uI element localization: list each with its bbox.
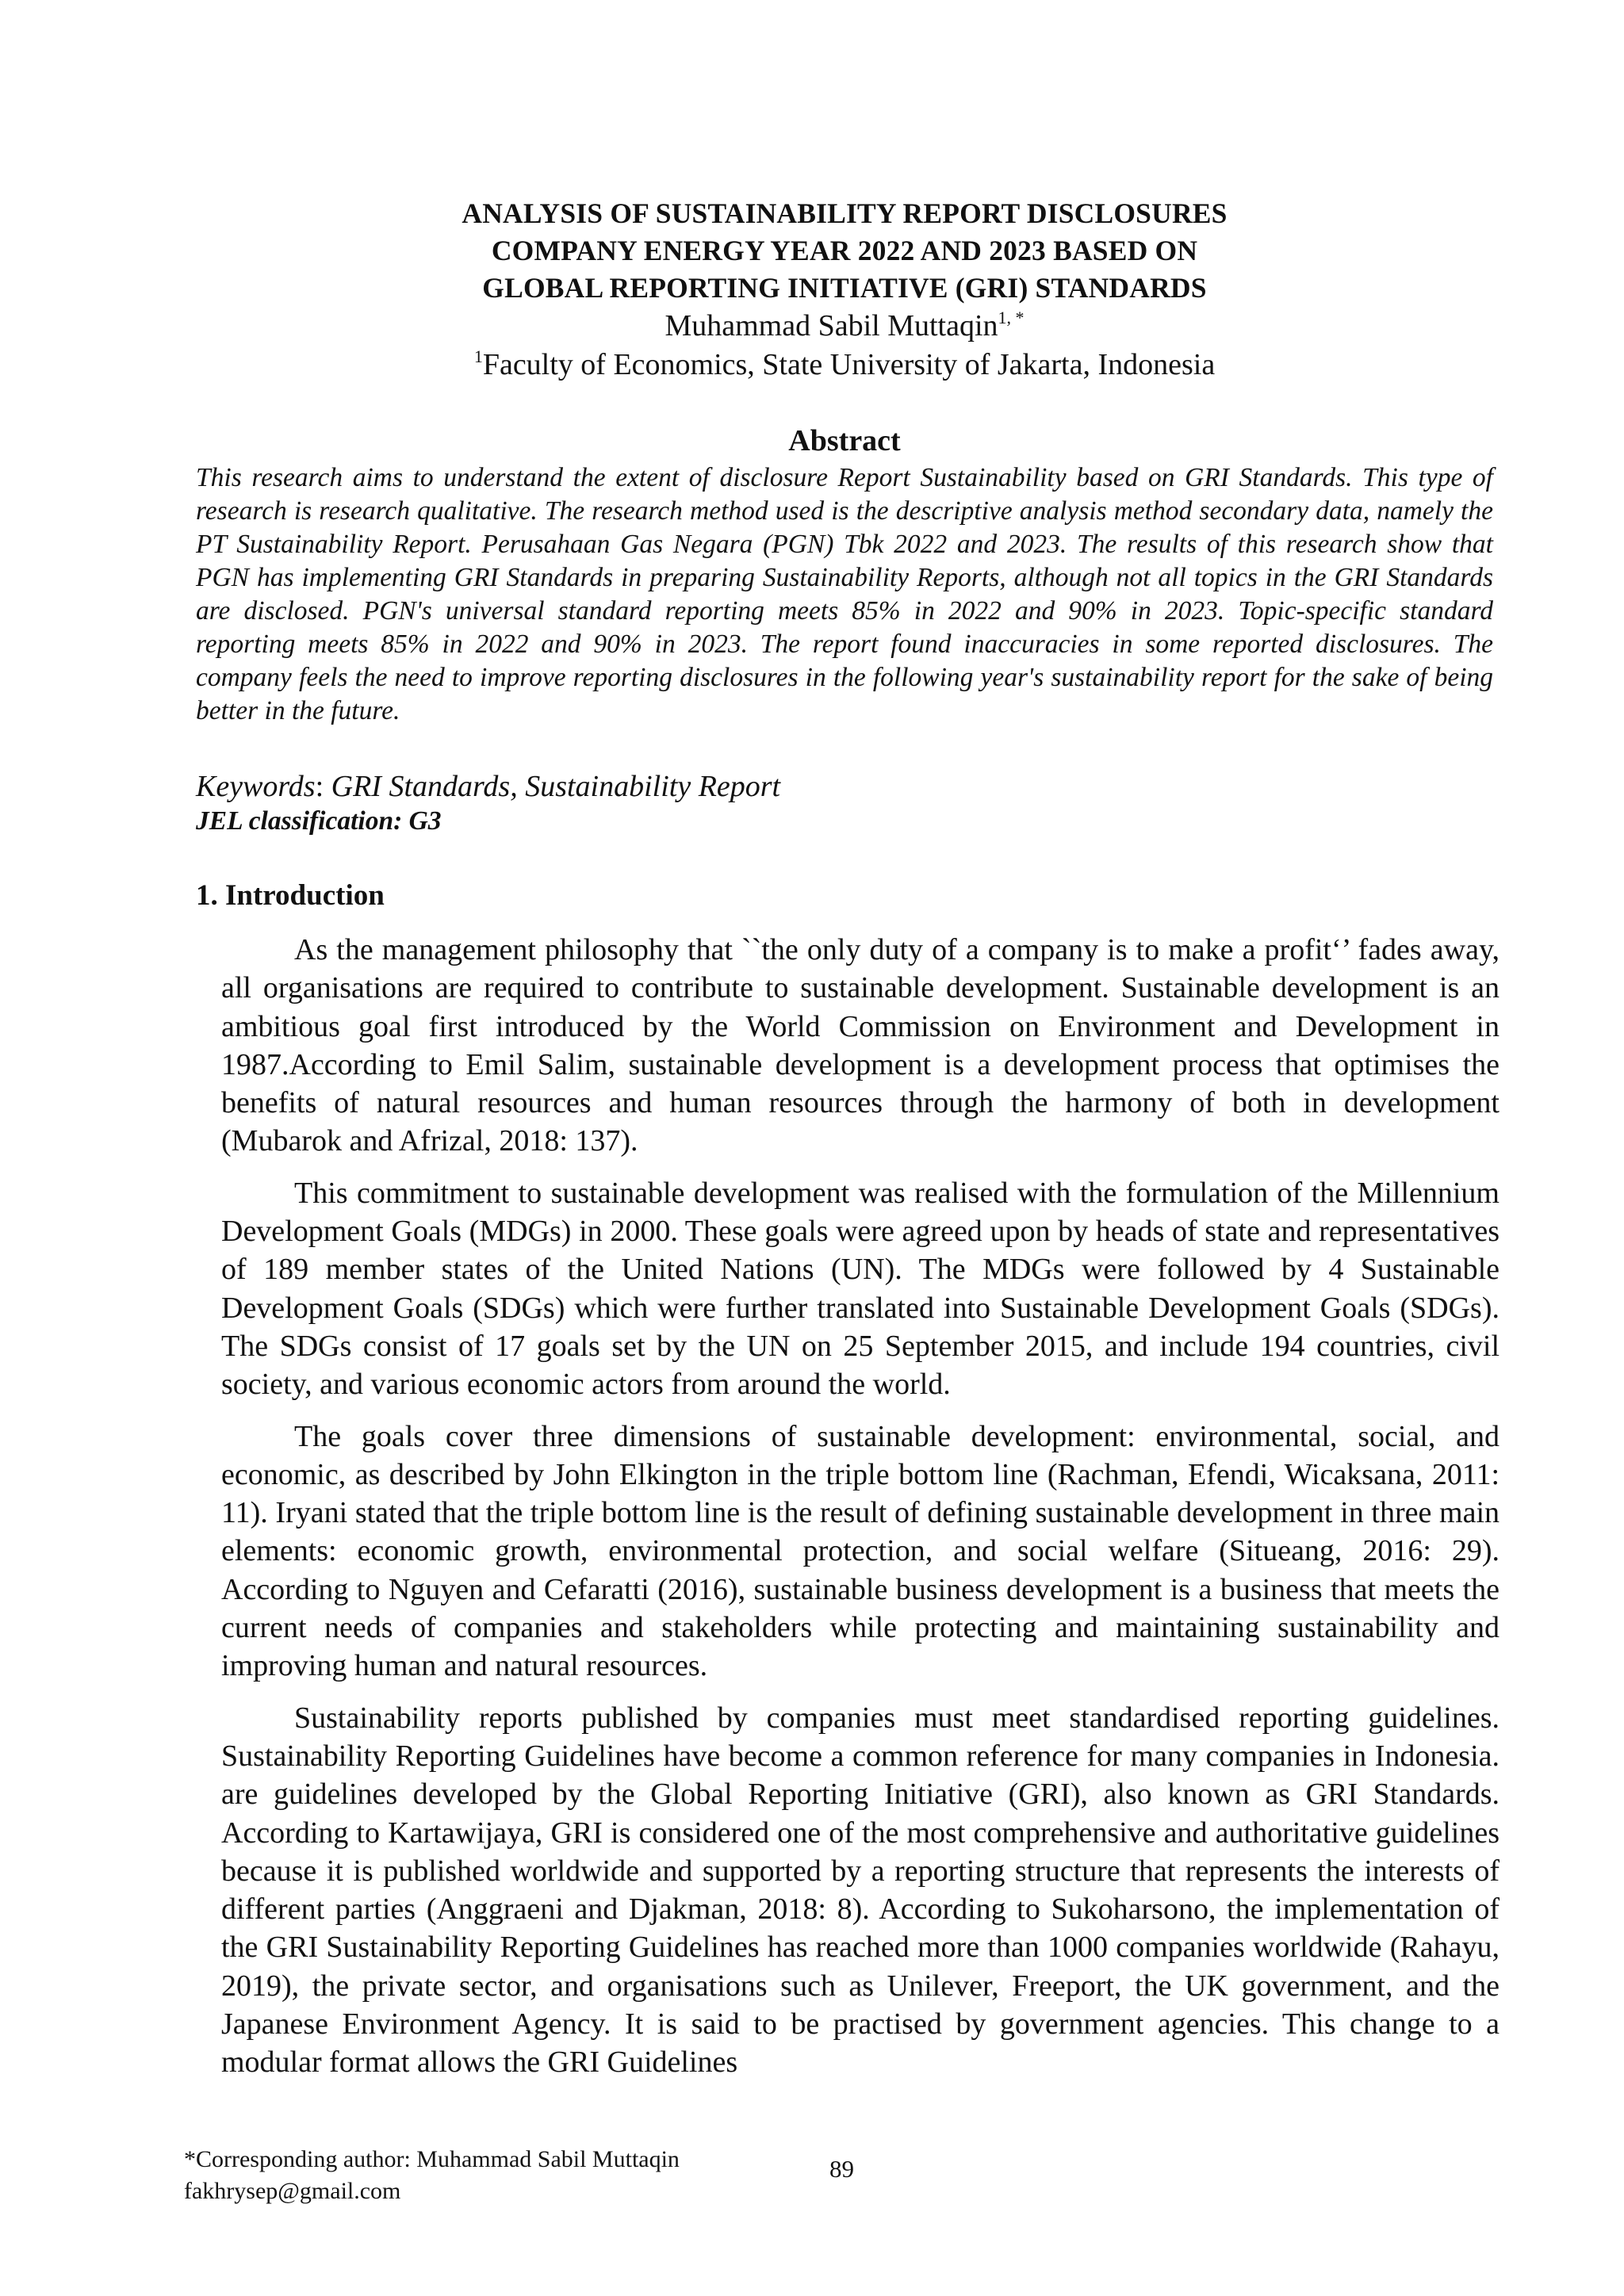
keywords-value: GRI Standards, Sustainability Report [331,770,781,803]
keywords-label: Keywords [196,770,316,803]
jel-classification: JEL classification: G3 [196,806,442,836]
introduction-body [221,931,1500,2095]
affiliation-superscript: 1 [473,346,483,366]
author-line [0,307,1624,346]
introduction-paragraph-4: Sustainability reports published by companies must meet standardised reporting guidelines. Sustainability Reporting Guidelines have become a common reference for many companies in Indonesia. are guidelines developed by the Global Reporting Initiative (GRI), also known as GRI Standards. According to Kartawijaya, GRI is considered one of the most comprehensive and authoritative guidelines because it is published worldwide and supported by a reporting structure that represents the interests of different parties (Anggraeni and Djakman, 2018: 8). According to Sukoharsono, the implementation of the GRI Sustainability Reporting Guidelines has reached more than 1000 companies worldwide (Rahayu, 2019), the private sector, and organisations such as Unilever, Freeport, the UK government, and the Japanese Environment Agency. It is said to be practised by government agencies. This change to a modular format allows the GRI Guidelines [221,1701,1500,2080]
paper-title-line-1: ANALYSIS OF SUSTAINABILITY REPORT DISCLOSURES [462,197,1228,229]
title-block [0,195,1624,385]
affiliation-line [0,346,1624,385]
page-number: 89 [829,2155,854,2183]
abstract-heading: Abstract [788,424,901,457]
introduction-paragraph-2: This commitment to sustainable development was realised with the formulation of the Millennium Development Goals (MDGs) in 2000. These goals were agreed upon by heads of state and representatives of 189 member states of the United Nations (UN). The MDGs were followed by 4 Sustainable Development Goals (SDGs) which were further translated into Sustainable Development Goals (SDGs). The SDGs consist of 17 goals set by the UN on 25 September 2015, and include 194 countries, civil society, and various economic actors from around the world. [221,1176,1500,1402]
author-superscript: 1, * [998,308,1025,327]
paper-title-line-2: COMPANY ENERGY YEAR 2022 AND 2023 BASED ON [491,235,1198,266]
keywords-separator: : [315,770,331,803]
introduction-paragraph-3: The goals cover three dimensions of sustainable development: environmental, social, and economic, as described by John Elkington in the triple bottom line (Rachman, Efendi, Wicaksana, 2011: 11). Iryani stated that the triple bottom line is the result of defining sustainable development in three main elements: economic growth, environmental protection, and social welfare (Situeang, 2016: 29). According to Nguyen and Cefaratti (2016), sustainable business development is a business that meets the current needs of companies and stakeholders while protecting and maintaining sustainability and improving human and natural resources. [221,1419,1500,1683]
abstract-text: This research aims to understand the extent of disclosure Report Sustainability based on GRI Standards. This type of research is research qualitative. The research method used is the descriptive analysis method secondary data, namely the PT Sustainability Report. Perusahaan Gas Negara (PGN) Tbk 2022 and 2023. The results of this research show that PGN has implementing GRI Standards in preparing Sustainability Reports, although not all topics in the GRI Standards are disclosed. PGN's universal standard reporting meets 85% in 2022 and 90% in 2023. Topic-specific standard reporting meets 85% in 2022 and 90% in 2023. The report found inaccuracies in some reported disclosures. The company feels the need to improve reporting disclosures in the following year's sustainability report for the sake of being better in the future. [196,463,1493,725]
corresponding-author: *Corresponding author: Muhammad Sabil Muttaqin [184,2146,680,2172]
author-name: Muhammad Sabil Muttaqin [665,309,998,342]
footnote [184,2144,680,2207]
introduction-paragraph-1: As the management philosophy that ``the only duty of a company is to make a profit‘’ fades away, all organisations are required to contribute to sustainable development. Sustainable development is an ambitious goal first introduced by the World Commission on Environment and Development in 1987.According to Emil Salim, sustainable development is a development process that optimises the benefits of natural resources and human resources through the harmony of both in development (Mubarok and Afrizal, 2018: 137). [221,933,1500,1158]
introduction-heading: 1. Introduction [196,879,385,912]
keywords-line [196,767,1493,806]
affiliation-text: Faculty of Economics, State University of Jakarta, Indonesia [482,348,1216,381]
author-email: fakhrysep@gmail.com [184,2178,401,2204]
paper-title-line-3: GLOBAL REPORTING INITIATIVE (GRI) STANDARDS [482,272,1207,304]
